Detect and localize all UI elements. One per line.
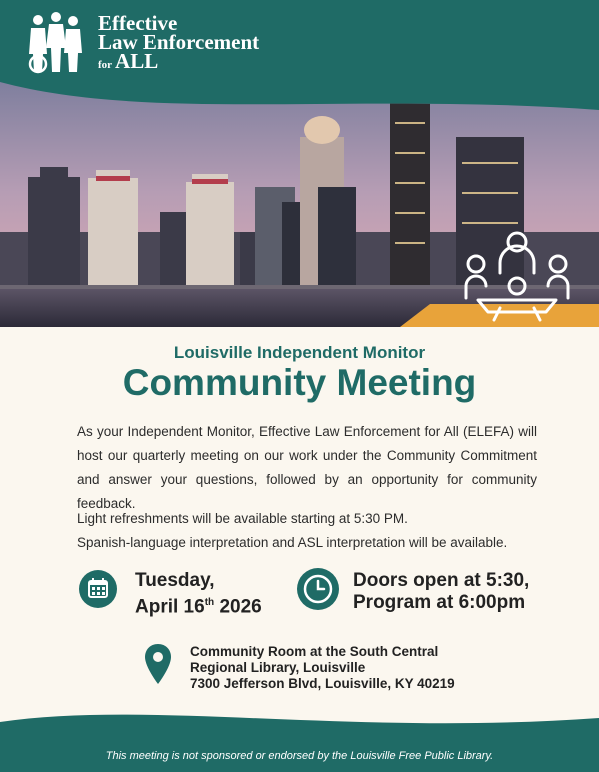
org-line-2: Law Enforcement xyxy=(98,30,260,54)
description-paragraph: As your Independent Monitor, Effective Law Enforcement for All (ELEFA) will host our quarterly meeting on our work under the Community Commitment and answer your questions, followed by an opportunity for community feedback. xyxy=(77,424,537,511)
event-location xyxy=(190,644,455,692)
footer-disclaimer: This meeting is not sponsored or endorsed by the Louisville Free Public Library. xyxy=(105,750,494,762)
calendar-icon xyxy=(79,570,117,608)
org-line-1: Effective xyxy=(98,11,178,35)
event-year: 2026 xyxy=(219,596,262,618)
calendar-icon-badge xyxy=(79,570,117,608)
event-time xyxy=(353,570,529,614)
event-subtitle: Louisville Independent Monitor xyxy=(173,343,426,362)
org-all: ALL xyxy=(115,49,159,73)
event-date-line xyxy=(135,592,262,618)
program-start-line: Program at 6:00pm xyxy=(353,592,526,613)
event-title: Community Meeting xyxy=(122,362,477,403)
location-line-1: Community Room at the South Central xyxy=(190,644,439,659)
meeting-table-icon xyxy=(462,228,572,323)
event-weekday: Tuesday, xyxy=(135,570,215,591)
location-line-2: Regional Library, Louisville xyxy=(190,660,366,675)
org-line-3 xyxy=(98,49,259,75)
amenities-block xyxy=(77,507,537,555)
event-month-day: April 16 xyxy=(135,596,205,618)
clock-icon-badge xyxy=(297,568,339,610)
organization-name xyxy=(98,11,260,75)
doors-open-line: Doors open at 5:30, xyxy=(353,570,530,591)
event-ordinal: th xyxy=(204,597,215,608)
event-date xyxy=(135,570,262,618)
clock-icon xyxy=(297,568,339,610)
interpretation-line: Spanish-language interpretation and ASL interpretation will be available. xyxy=(77,535,508,550)
refreshments-line: Light refreshments will be available starting at 5:30 PM. xyxy=(77,511,408,526)
people-group-icon xyxy=(26,12,86,74)
org-for: for xyxy=(98,59,113,71)
location-line-3: 7300 Jefferson Blvd, Louisville, KY 40219 xyxy=(190,676,455,691)
map-pin-icon xyxy=(143,642,173,686)
